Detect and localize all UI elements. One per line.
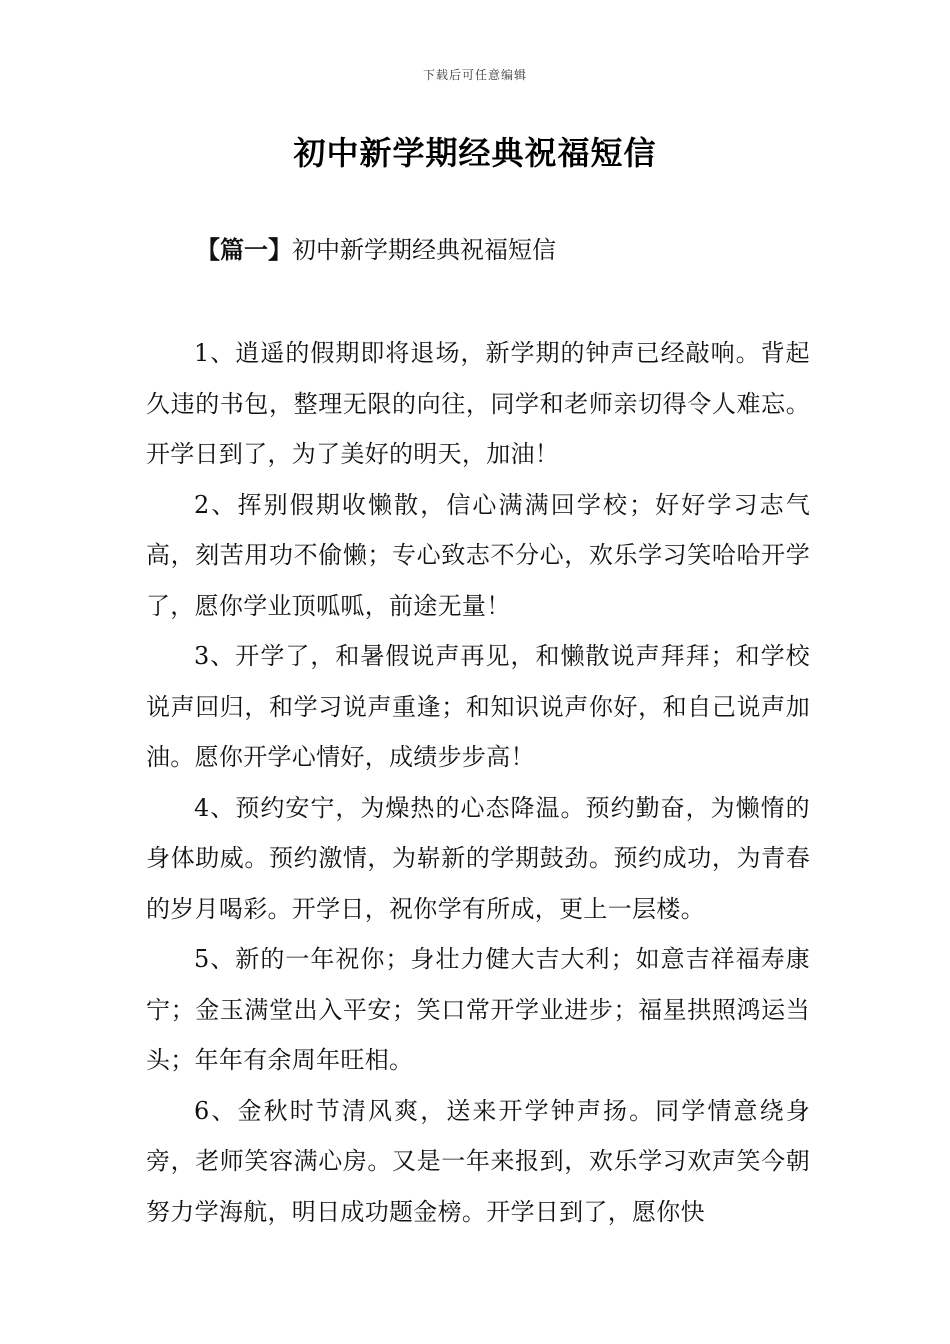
document-title: 初中新学期经典祝福短信	[293, 134, 657, 172]
paragraph: 3、开学了，和暑假说声再见，和懒散说声拜拜；和学校说声回归，和学习说声重逢；和知识说声你好，和自己说声加油。愿你开学心情好，成绩步步高！	[146, 642, 810, 771]
section-label: 【篇一】	[196, 236, 292, 264]
paragraph: 1、逍遥的假期即将退场，新学期的钟声已经敲响。背起久违的书包，整理无限的向往，同学和老师亲切得令人难忘。开学日到了，为了美好的明天，加油！	[146, 339, 810, 468]
body-text	[146, 328, 810, 1237]
paragraph: 5、新的一年祝你；身壮力健大吉大利；如意吉祥福寿康宁；金玉满堂出入平安；笑口常开学业进步；福星拱照鸿运当头；年年有余周年旺相。	[146, 945, 810, 1074]
section-heading	[196, 230, 556, 265]
section-heading-text: 初中新学期经典祝福短信	[292, 236, 556, 264]
header-note: 下载后可任意编辑	[422, 68, 527, 82]
paragraph: 6、金秋时节清风爽，送来开学钟声扬。同学情意绕身旁，老师笑容满心房。又是一年来报到，欢乐学习欢声笑今朝努力学海航，明日成功题金榜。开学日到了，愿你快	[146, 1096, 810, 1226]
paragraph: 4、预约安宁，为燥热的心态降温。预约勤奋，为懒惰的身体助威。预约激情，为崭新的学期鼓劲。预约成功，为青春的岁月喝彩。开学日，祝你学有所成，更上一层楼。	[146, 793, 810, 923]
paragraph: 2、挥别假期收懒散，信心满满回学校；好好学习志气高，刻苦用功不偷懒；专心致志不分心，欢乐学习笑哈哈开学了，愿你学业顶呱呱，前途无量！	[146, 490, 810, 620]
